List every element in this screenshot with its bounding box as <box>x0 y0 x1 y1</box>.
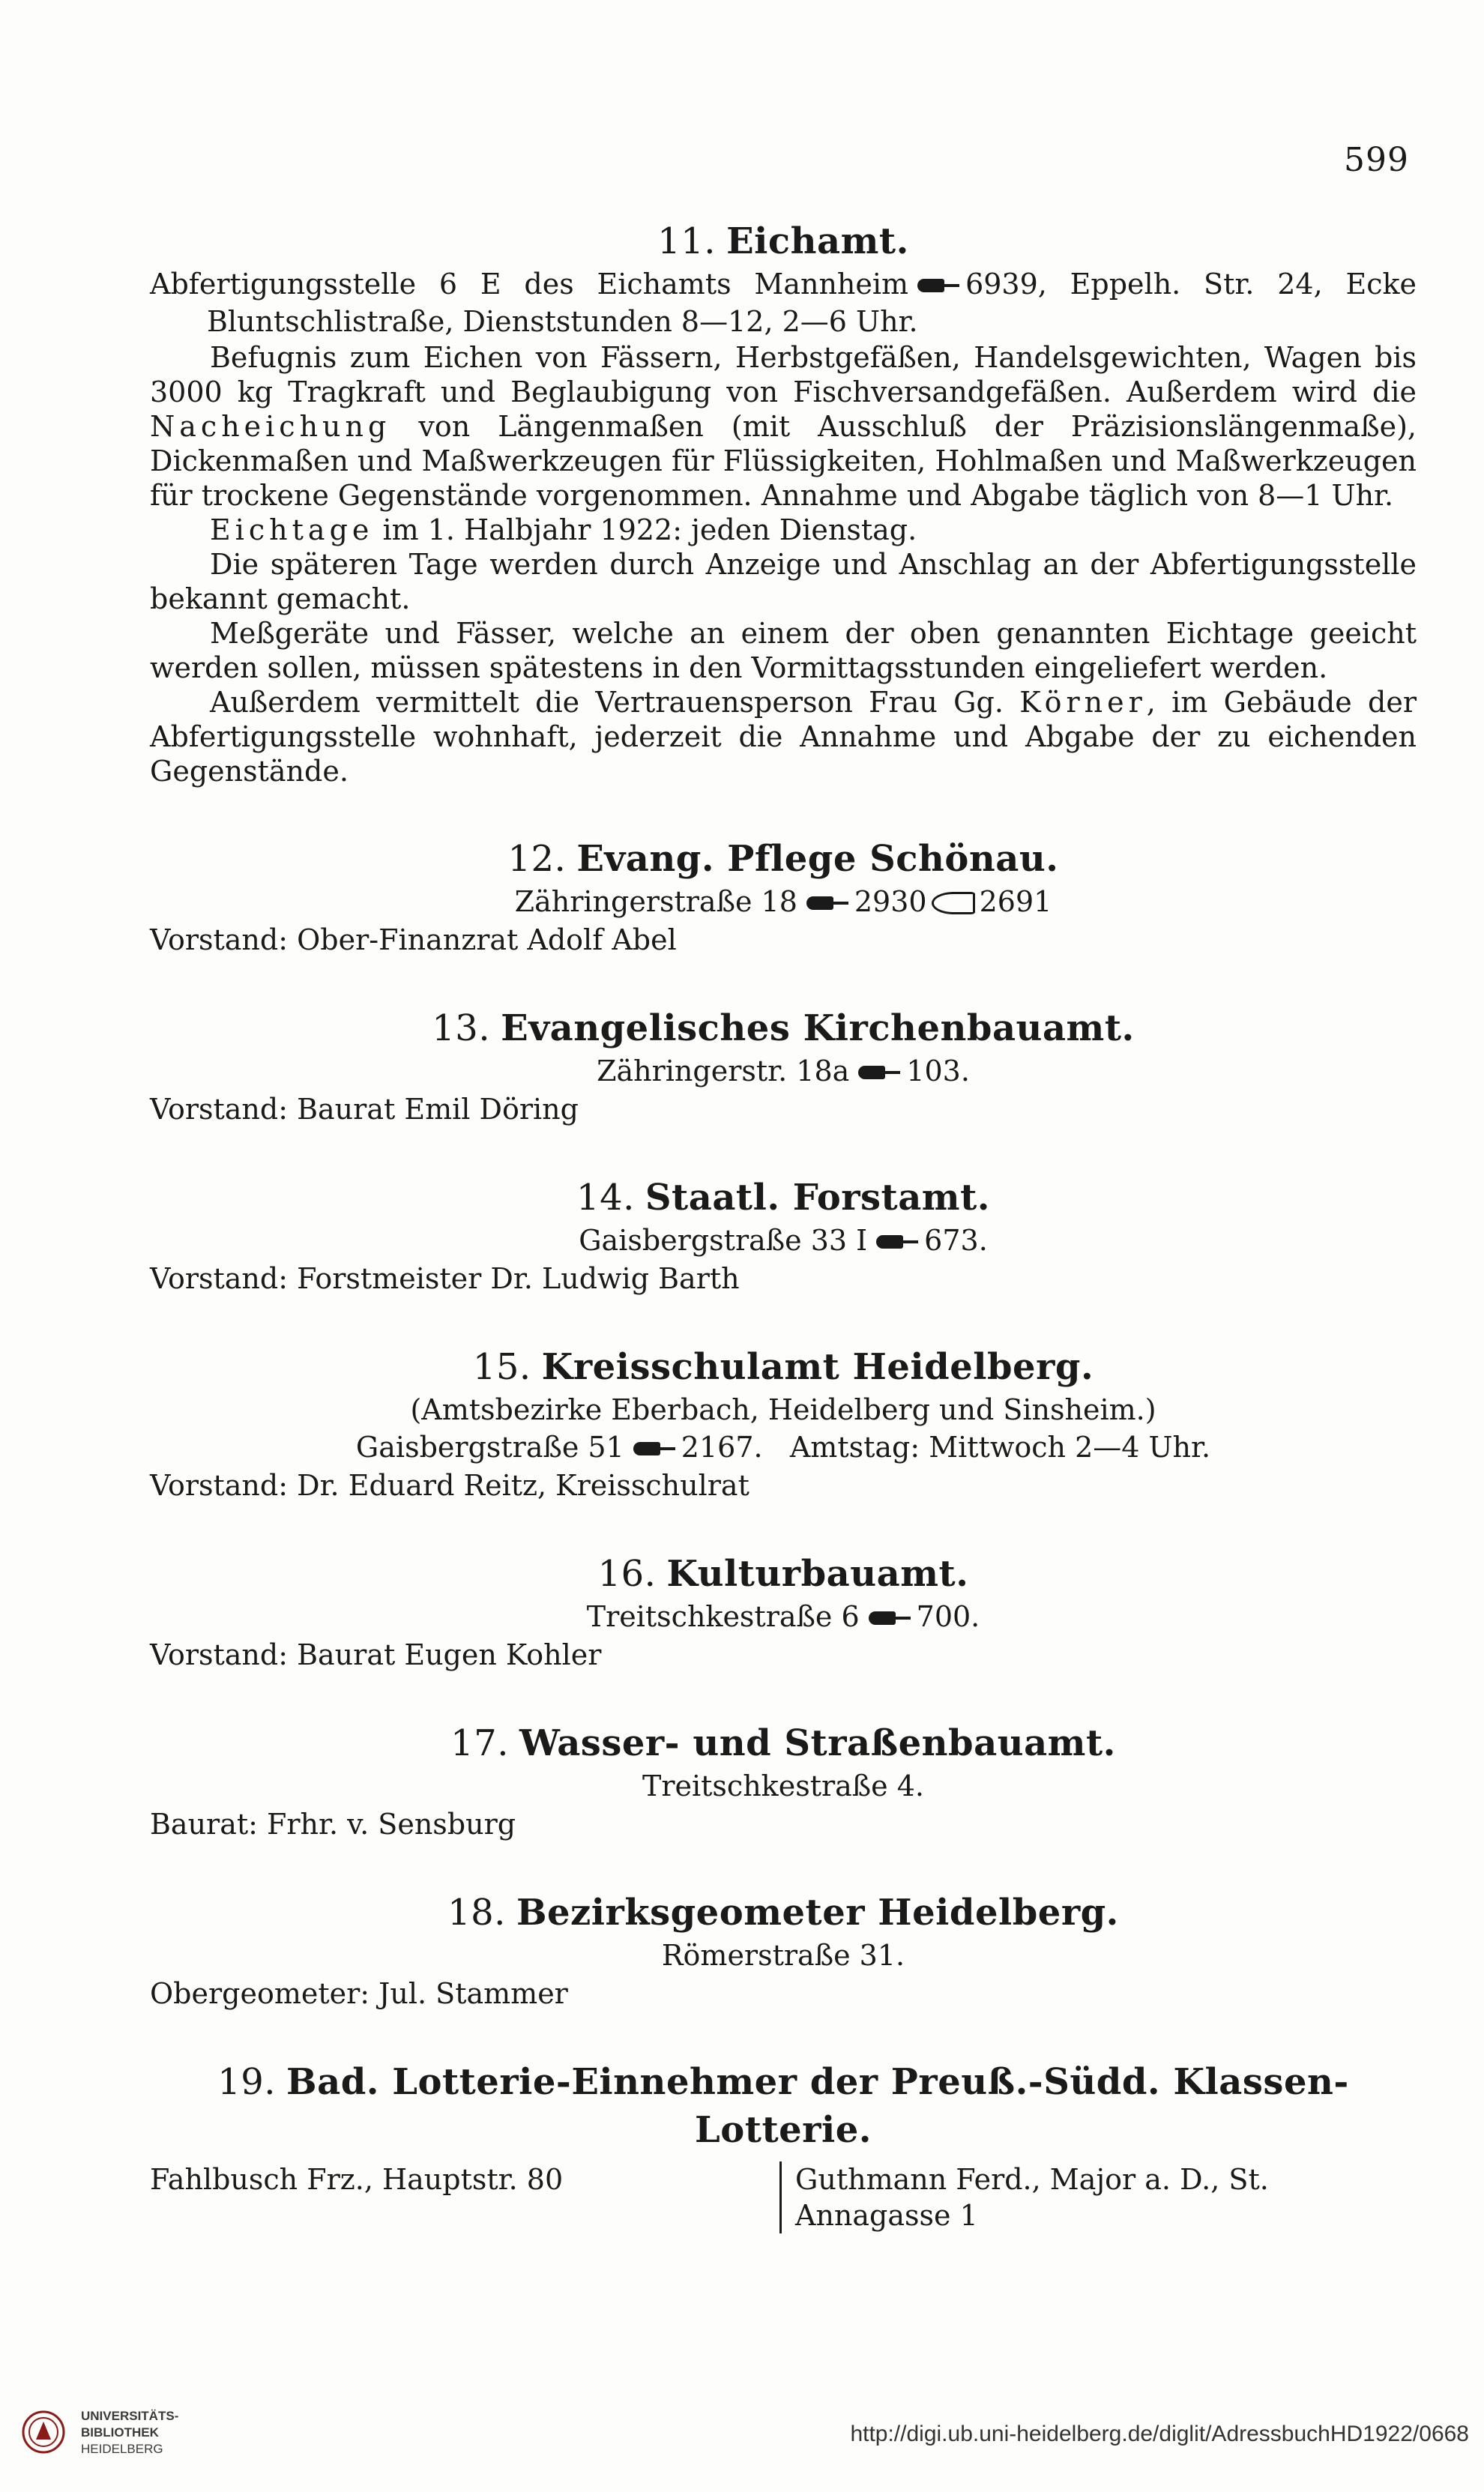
phone-number: 673. <box>924 1224 988 1257</box>
address-line: Römerstraße 31. <box>661 1939 905 1972</box>
section-heading: Wasser- und Straßenbauamt. <box>519 1722 1116 1764</box>
column-divider <box>779 2161 782 2233</box>
section-kreisschulamt <box>150 1343 1417 1503</box>
address-line: Treitschkestraße 4. <box>642 1770 924 1802</box>
section-title <box>150 1004 1417 1052</box>
section-heading: Bezirksgeometer Heidelberg. <box>516 1892 1119 1934</box>
section-number: 19. <box>217 2061 277 2103</box>
address: Gaisbergstraße 33 I <box>579 1224 868 1257</box>
source-url[interactable]: http://digi.ub.uni-heidelberg.de/diglit/AdressbuchHD1922/0668 <box>850 2422 1469 2446</box>
paragraph-emphasis: Körner <box>1019 686 1147 719</box>
person-line: Baurat: Frhr. v. Sensburg <box>150 1808 516 1841</box>
library-logo-text <box>81 2408 178 2458</box>
phone-number: 2930 <box>854 885 927 918</box>
section-title <box>150 1174 1417 1222</box>
paragraph-emphasis: Nacheichung <box>150 410 391 443</box>
office-day: Amtstag: Mittwoch 2—4 Uhr. <box>789 1431 1211 1464</box>
section-evang-pflege <box>150 835 1417 958</box>
paragraph-emphasis: Eichtage <box>210 513 374 546</box>
telephone-icon <box>854 1061 902 1084</box>
section-title <box>150 1889 1417 1937</box>
paragraph-spaetere-tage: Die späteren Tage werden durch Anzeige und Anschlag an der Abfertigungsstelle bekannt gemacht. <box>150 548 1417 615</box>
section-heading: Kreisschulamt Heidelberg. <box>541 1346 1094 1388</box>
telephone-icon <box>872 1231 920 1253</box>
telephone-icon <box>913 274 961 297</box>
section-heading: Staatl. Forstamt. <box>645 1177 990 1219</box>
address: Treitschkestraße 6 <box>586 1600 860 1633</box>
paragraph-text: von Längenmaßen (mit Ausschluß der Präzisionslängenmaße), Dickenmaßen und Maßwerkzeugen für Flüssigkeiten, Hohlmaßen und Maßwerkzeugen für trockene Gegenstände vorgenommen. Annahme und Abgabe täglich von 8—1 Uhr. <box>150 410 1417 512</box>
telephone-icon <box>629 1437 677 1460</box>
address: Zähringerstraße 18 <box>514 885 797 918</box>
section-number: 15. <box>472 1346 531 1388</box>
paragraph-text: im 1. Halbjahr 1922: jeden Dienstag. <box>382 513 917 546</box>
library-seal-icon <box>21 2410 66 2455</box>
phone-number: 103. <box>906 1055 970 1087</box>
address: Gaisbergstraße 51 <box>355 1431 624 1464</box>
paragraph-text: Befugnis zum Eichen von Fässern, Herbstgefäßen, Handelsgewichten, Wagen bis 3000 kg Tragkraft und Beglaubigung von Fischversandgefäßen. Außerdem wird die <box>150 341 1417 408</box>
address-line <box>150 1052 1417 1090</box>
address-line <box>150 1598 1417 1635</box>
phone-number: 700. <box>916 1600 980 1633</box>
section-lotterie <box>150 2058 1417 2233</box>
section-number: 18. <box>447 1892 506 1934</box>
section-forstamt <box>150 1174 1417 1297</box>
address-line <box>150 883 1417 920</box>
office-address-rest: 6939, Eppelh. Str. 24, Ecke Bluntschlistraße, Dienststunden 8—12, 2—6 Uhr. <box>207 268 1417 338</box>
section-heading: Evangelisches Kirchenbauamt. <box>501 1007 1135 1049</box>
paragraph-text: , im Gebäude der Abfertigungsstelle wohnhaft, jederzeit die Annahme und Abgabe der zu eichenden Gegenstände. <box>150 686 1417 788</box>
logo-line: BIBLIOTHEK <box>81 2425 159 2440</box>
section-strassenbauamt <box>150 1719 1417 1842</box>
section-bezirksgeometer <box>150 1889 1417 2012</box>
section-number: 13. <box>432 1007 491 1049</box>
person-line: Vorstand: Baurat Eugen Kohler <box>150 1638 602 1671</box>
section-title <box>150 1343 1417 1391</box>
section-title <box>150 835 1417 883</box>
person-line: Vorstand: Baurat Emil Döring <box>150 1093 579 1126</box>
lottery-entry-left: Fahlbusch Frz., Hauptstr. 80 <box>150 2163 564 2196</box>
section-title <box>150 1550 1417 1598</box>
person-line: Obergeometer: Jul. Stammer <box>150 1977 568 2010</box>
address-line <box>150 1428 1417 1466</box>
person-line: Vorstand: Dr. Eduard Reitz, Kreisschulrat <box>150 1469 749 1502</box>
telephone-icon <box>802 892 850 914</box>
page-content <box>150 217 1417 2233</box>
section-kulturbauamt <box>150 1550 1417 1673</box>
page-number: 599 <box>1344 141 1409 179</box>
post-horn-icon <box>932 892 975 914</box>
lottery-entry-right: Guthmann Ferd., Major a. D., St. Annagasse 1 <box>795 2163 1269 2232</box>
section-title <box>150 2058 1417 2154</box>
paragraph-text: Außerdem vermittelt die Vertrauensperson Frau Gg. <box>210 686 1004 719</box>
logo-line: UNIVERSITÄTS- <box>81 2409 179 2423</box>
section-number: 11. <box>657 220 717 262</box>
section-number: 17. <box>450 1722 509 1764</box>
section-eichamt <box>150 217 1417 788</box>
section-number: 16. <box>597 1553 657 1595</box>
section-number: 14. <box>576 1177 635 1219</box>
office-address-start: Abfertigungsstelle 6 E des Eichamts Mannheim <box>150 268 909 301</box>
person-line: Vorstand: Ober-Finanzrat Adolf Abel <box>150 923 677 956</box>
section-heading: Bad. Lotterie-Einnehmer der Preuß.-Südd. Klassen-Lotterie. <box>286 2061 1349 2151</box>
person-line: Vorstand: Forstmeister Dr. Ludwig Barth <box>150 1262 740 1295</box>
address-line <box>150 1222 1417 1259</box>
office-address <box>150 265 1417 340</box>
paragraph-messgeraete: Meßgeräte und Fässer, welche an einem der oben genannten Eichtage geeicht werden sollen, müssen spätestens in den Vormittagsstunden eingeliefert werden. <box>150 617 1417 684</box>
section-title <box>150 1719 1417 1767</box>
section-title <box>150 217 1417 265</box>
section-heading: Evang. Pflege Schönau. <box>576 838 1059 880</box>
address: Zähringerstr. 18a <box>597 1055 850 1087</box>
telephone-icon <box>864 1607 912 1629</box>
paragraph-vertrauensperson <box>150 685 1417 788</box>
section-number: 12. <box>507 838 567 880</box>
paragraph-eichtage <box>150 513 1417 547</box>
section-kirchenbauamt <box>150 1004 1417 1127</box>
phone-number: 2167. <box>681 1431 763 1464</box>
digitization-footer <box>0 2395 1484 2492</box>
districts-line: (Amtsbezirke Eberbach, Heidelberg und Sinsheim.) <box>410 1393 1156 1426</box>
paragraph-befugnis <box>150 340 1417 513</box>
section-heading: Kulturbauamt. <box>666 1553 969 1595</box>
section-heading: Eichamt. <box>726 220 909 262</box>
logo-line: HEIDELBERG <box>81 2442 163 2456</box>
postal-number: 2691 <box>979 885 1052 918</box>
lottery-columns <box>150 2161 1417 2233</box>
